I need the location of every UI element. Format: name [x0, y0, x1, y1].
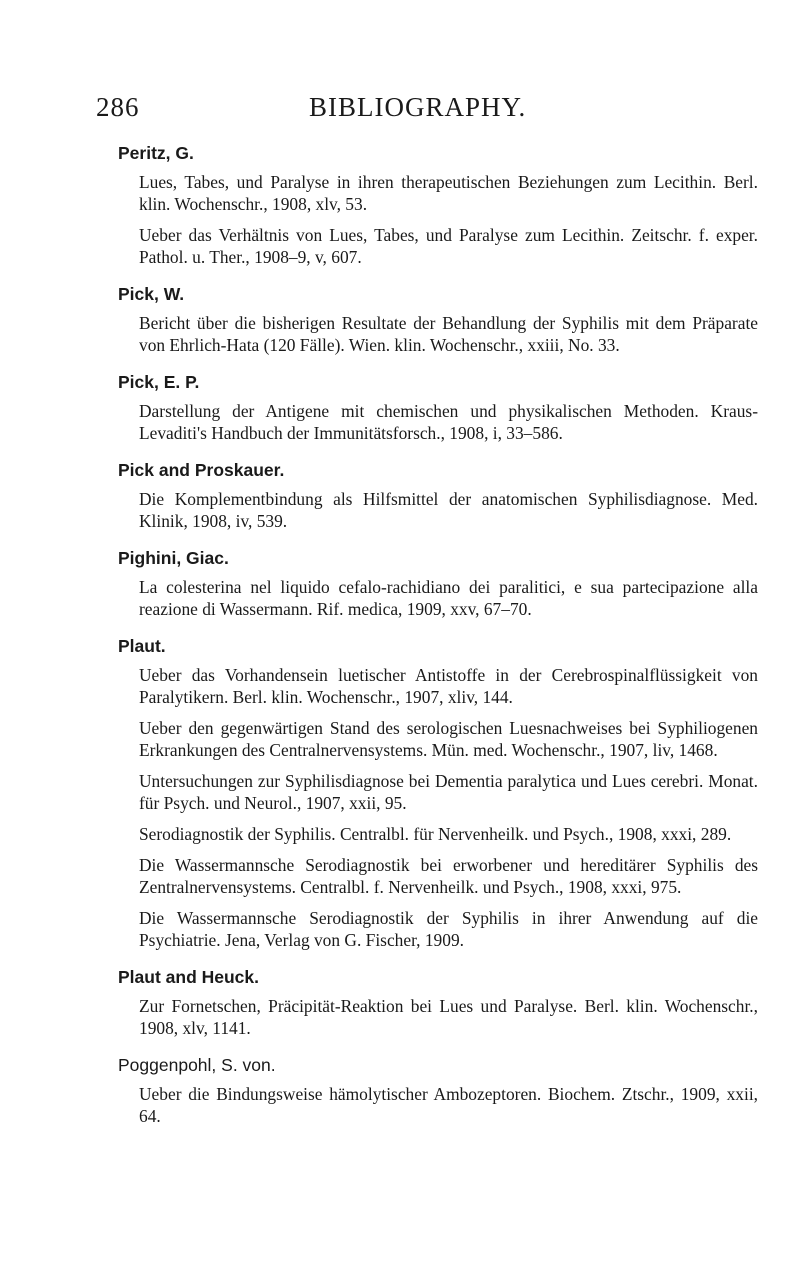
- bib-entry: Ueber das Vorhandensein luetischer Antistoffe in der Cerebrospinalflüssigkeit von Paralytikern. Berl. klin. Wochenschr., 1907, xliv, 144.: [139, 665, 758, 707]
- bib-entry: Untersuchungen zur Syphilisdiagnose bei Dementia paralytica und Lues cerebri. Monat. für Psych. und Neurol., 1907, xxii, 95.: [139, 771, 758, 813]
- bib-entry: Bericht über die bisherigen Resultate der Behandlung der Syphilis mit dem Präparate von Ehrlich-Hata (120 Fälle). Wien. klin. Wochenschr., xxiii, No. 33.: [139, 313, 758, 355]
- bib-entry: Die Wassermannsche Serodiagnostik bei erworbener und hereditärer Syphilis des Zentralnervensystems. Centralbl. f. Nervenheilk. und Psych., 1908, xxxi, 975.: [139, 855, 758, 897]
- bib-entry: Darstellung der Antigene mit chemischen und physikalischen Methoden. Kraus-Levaditi's Handbuch der Immunitätsforsch., 1908, i, 33–586.: [139, 401, 758, 443]
- bibliography-list: [118, 142, 758, 1142]
- bib-entry: La colesterina nel liquido cefalo-rachidiano dei paralitici, e sua partecipazione alla reazione di Wassermann. Rif. medica, 1909, xxv, 67–70.: [139, 577, 758, 619]
- bib-group-pick-ep: [118, 371, 758, 444]
- author-name: Pick, W.: [118, 284, 185, 304]
- author-name: Plaut and Heuck.: [118, 967, 260, 987]
- bib-group-plaut: [118, 635, 758, 951]
- author-name: Peritz, G.: [118, 143, 194, 163]
- bib-group-poggenpohl: [118, 1054, 758, 1127]
- running-head: [0, 92, 800, 124]
- author-name: Poggenpohl, S. von.: [118, 1055, 276, 1075]
- bib-group-pick-w: [118, 283, 758, 356]
- bib-entry: Ueber das Verhältnis von Lues, Tabes, und Paralyse zum Lecithin. Zeitschr. f. exper. Pathol. u. Ther., 1908–9, v, 607.: [139, 225, 758, 267]
- bib-entry: Die Komplementbindung als Hilfsmittel der anatomischen Syphilisdiagnose. Med. Klinik, 1908, iv, 539.: [139, 489, 758, 531]
- bib-entry: Ueber den gegenwärtigen Stand des serologischen Luesnachweises bei Syphiliogenen Erkrankungen des Centralnervensystems. Mün. med. Wochenschr., 1907, liv, 1468.: [139, 718, 758, 760]
- bib-entry: Serodiagnostik der Syphilis. Centralbl. für Nervenheilk. und Psych., 1908, xxxi, 289.: [139, 824, 732, 844]
- author-name: Plaut.: [118, 636, 166, 656]
- author-name: Pick, E. P.: [118, 372, 200, 392]
- bib-entry: Die Wassermannsche Serodiagnostik der Syphilis in ihrer Anwendung auf die Psychiatrie. Jena, Verlag von G. Fischer, 1909.: [139, 908, 758, 950]
- bib-group-peritz: [118, 142, 758, 268]
- page-number: 286: [96, 92, 140, 122]
- author-name: Pick and Proskauer.: [118, 460, 285, 480]
- author-name: Pighini, Giac.: [118, 548, 229, 568]
- bib-group-plaut-heuck: [118, 966, 758, 1039]
- bib-entry: Ueber die Bindungsweise hämolytischer Ambozeptoren. Biochem. Ztschr., 1909, xxii, 64.: [139, 1084, 758, 1126]
- bib-entry: Lues, Tabes, und Paralyse in ihren therapeutischen Beziehungen zum Lecithin. Berl. klin. Wochenschr., 1908, xlv, 53.: [139, 172, 758, 214]
- bib-group-pick-proskauer: [118, 459, 758, 532]
- bib-group-pighini: [118, 547, 758, 620]
- page-title: BIBLIOGRAPHY.: [309, 92, 527, 122]
- bib-entry: Zur Fornetschen, Präcipität-Reaktion bei Lues und Paralyse. Berl. klin. Wochenschr., 1908, xlv, 1141.: [139, 996, 758, 1038]
